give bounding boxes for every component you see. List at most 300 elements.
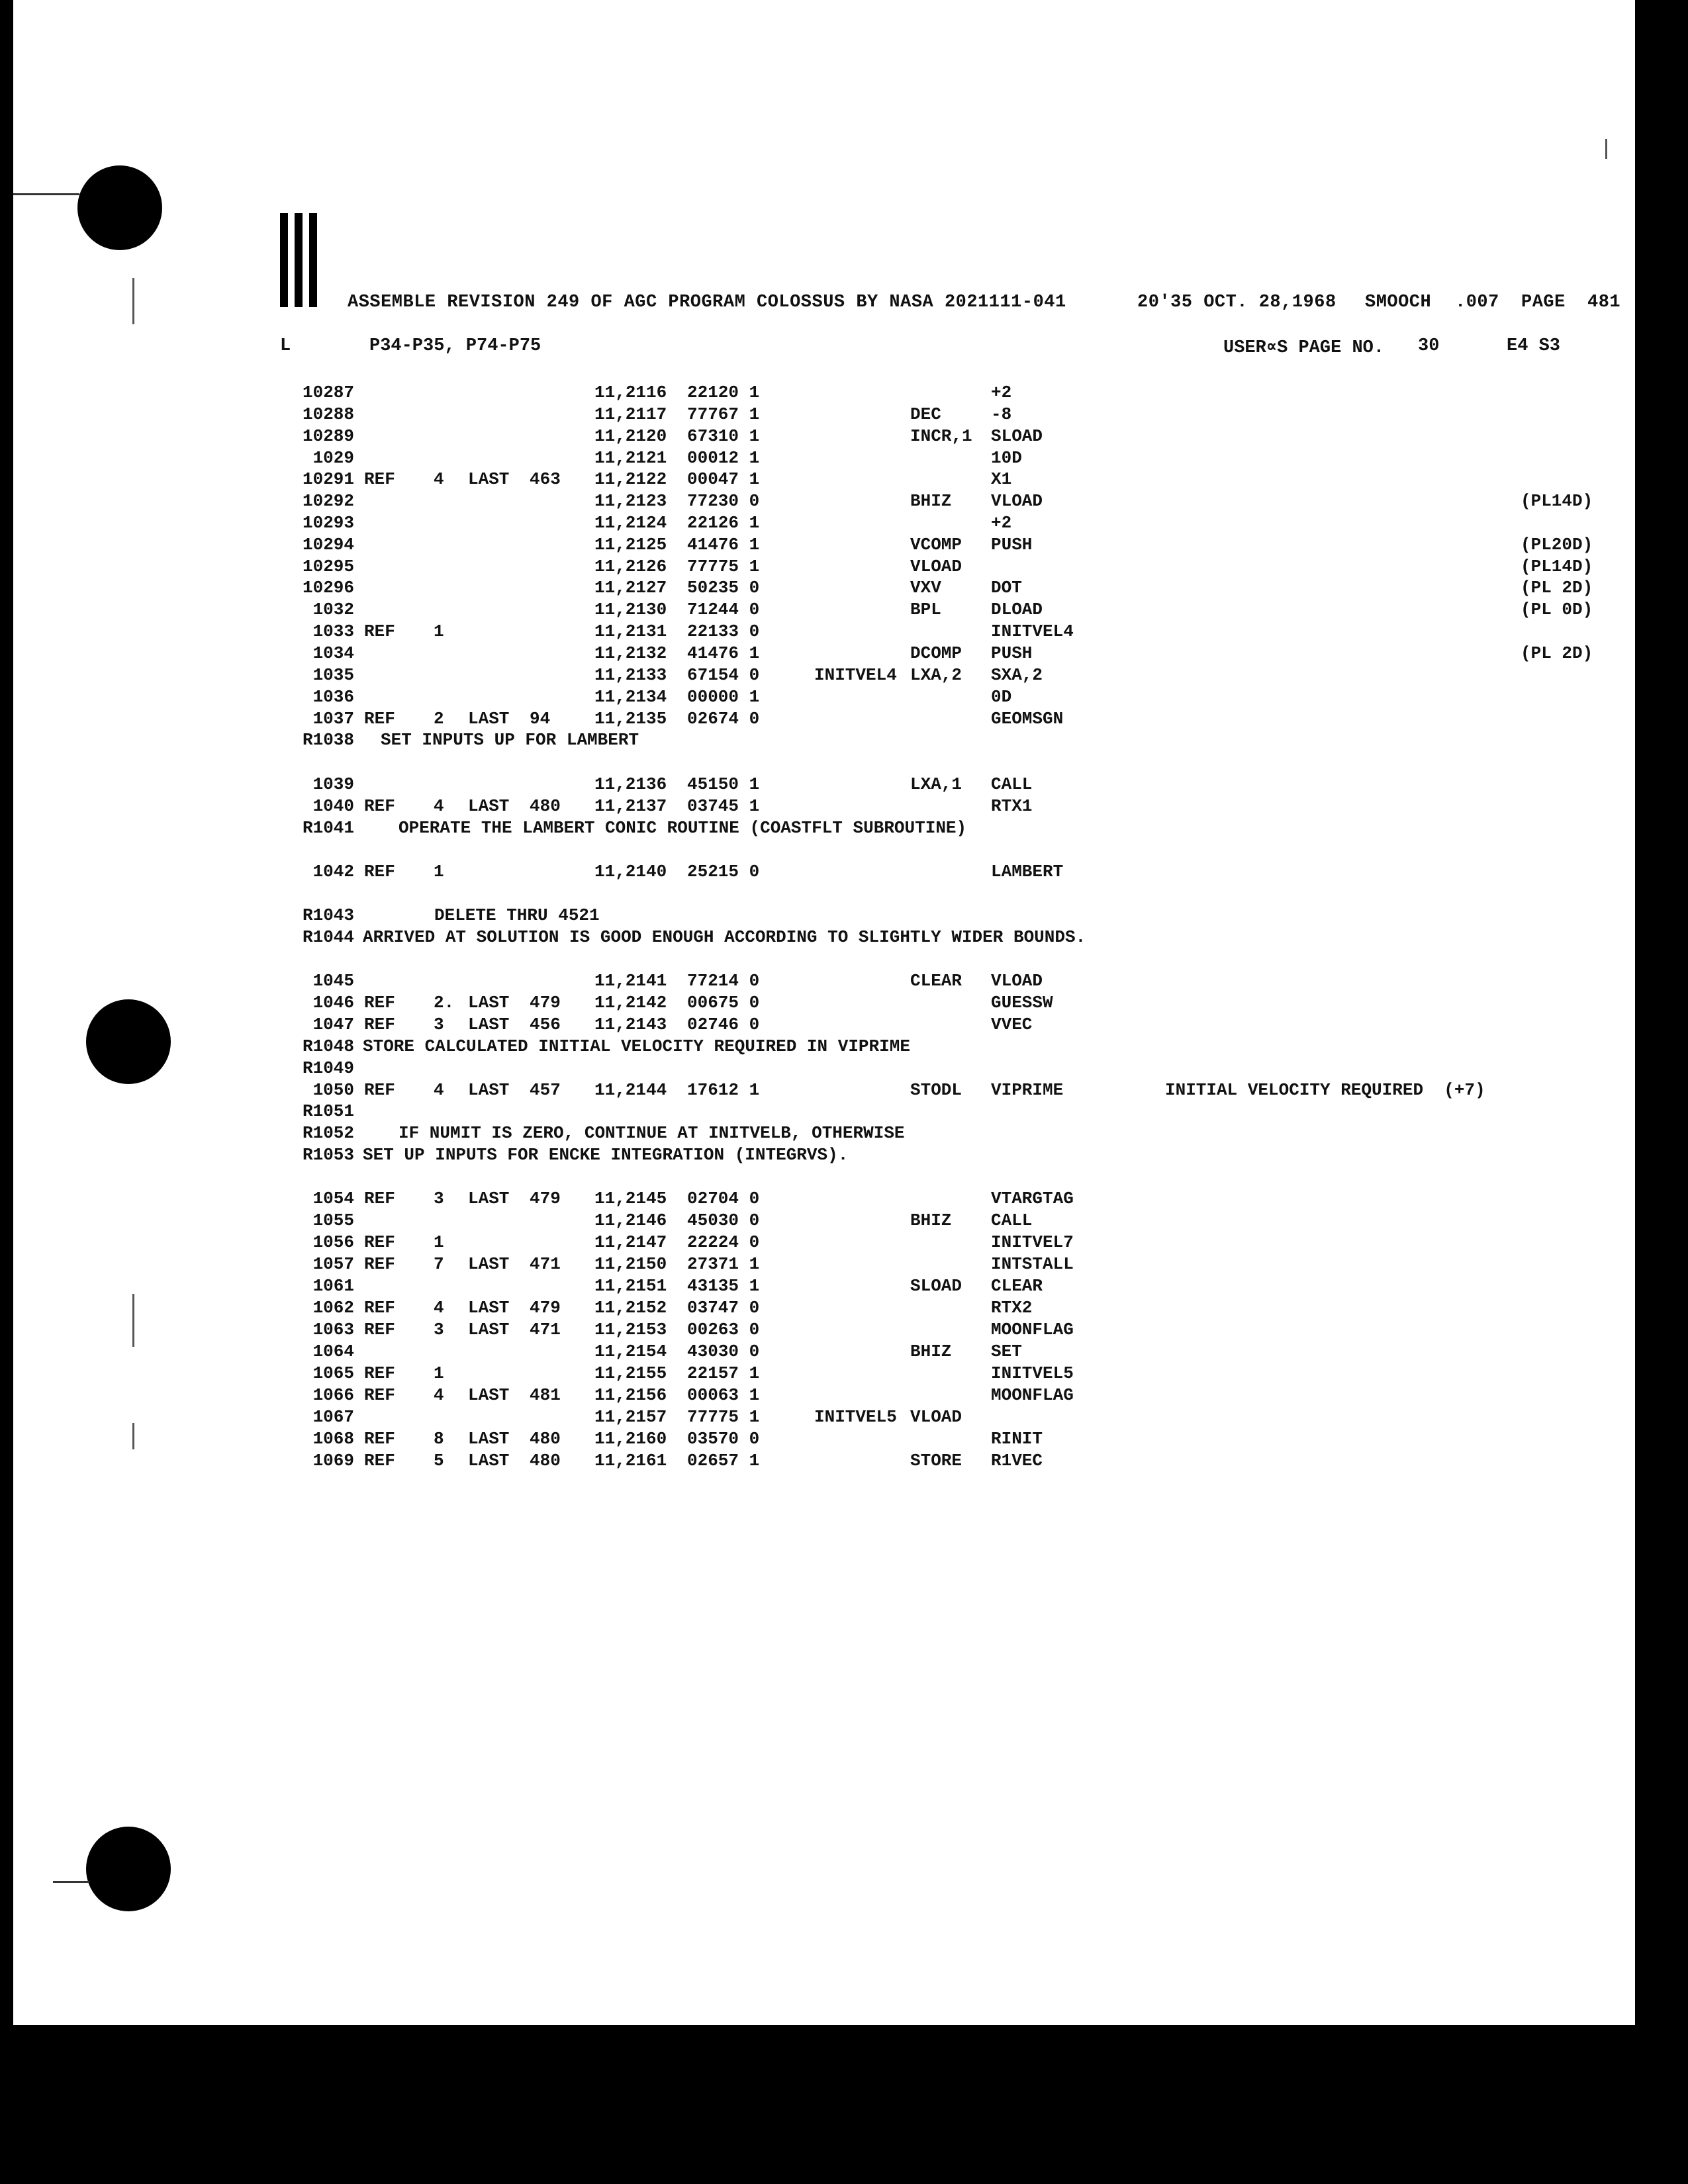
operand: 0D: [991, 687, 1012, 707]
listing-row: [0, 448, 1628, 471]
octal-code: 22126 1: [687, 513, 760, 533]
ref-count: 2: [434, 709, 444, 729]
last-page: 479: [530, 1189, 561, 1208]
listing-row: [0, 1342, 1628, 1364]
listing-row: [0, 1232, 1628, 1255]
ref-count: 1: [434, 862, 444, 882]
line-number: 1042: [312, 862, 354, 882]
operand: INTSTALL: [991, 1254, 1074, 1274]
operand: INITVEL7: [991, 1232, 1074, 1252]
opcode: VXV: [910, 578, 941, 598]
listing-row: [0, 1451, 1628, 1473]
listing-row: [0, 665, 1628, 688]
operand: X1: [991, 469, 1012, 489]
operand: VLOAD: [991, 491, 1043, 511]
hole-edge-line: [13, 193, 79, 195]
octal-code: 45030 0: [687, 1210, 760, 1230]
binder-hole-bottom: [86, 1827, 171, 1911]
ref-count: 4: [434, 1080, 444, 1100]
line-number: 1067: [312, 1407, 354, 1427]
ref-count: 8: [434, 1429, 444, 1449]
listing-row: [0, 862, 1628, 884]
ref-count: 4: [434, 1298, 444, 1318]
address: 11,2117: [594, 404, 667, 424]
ref-count: 7: [434, 1254, 444, 1274]
last-label: LAST: [468, 1015, 510, 1034]
listing-row: [0, 621, 1628, 644]
symbol-label: INITVEL5: [814, 1407, 897, 1427]
comment: INITIAL VELOCITY REQUIRED (+7): [1165, 1080, 1485, 1100]
operand: -8: [991, 404, 1012, 424]
opcode: VLOAD: [910, 1407, 962, 1427]
octal-code: 02674 0: [687, 709, 760, 729]
address: 11,2124: [594, 513, 667, 533]
ref: REF: [364, 709, 395, 729]
remark-text: SET UP INPUTS FOR ENCKE INTEGRATION (INTEGRVS).: [363, 1145, 849, 1165]
ref-count: 4: [434, 1385, 444, 1405]
line-number: R1048: [302, 1036, 354, 1056]
line-number: R1051: [302, 1101, 354, 1121]
margin-mark: [132, 278, 134, 324]
listing-row: [0, 600, 1628, 622]
line-number: 1064: [312, 1342, 354, 1361]
last-page: 456: [530, 1015, 561, 1034]
line-number: 1062: [312, 1298, 354, 1318]
octal-code: 41476 1: [687, 643, 760, 663]
symbol-label: INITVEL4: [814, 665, 897, 685]
last-page: 479: [530, 993, 561, 1013]
operand: RINIT: [991, 1429, 1043, 1449]
remark-text: ARRIVED AT SOLUTION IS GOOD ENOUGH ACCORDING TO SLIGHTLY WIDER BOUNDS.: [363, 927, 1086, 947]
remark-text: DELETE THRU 4521: [434, 905, 600, 925]
remark-row: [0, 1145, 1628, 1167]
line-number: 10295: [302, 557, 354, 576]
last-label: LAST: [468, 469, 510, 489]
line-number: 10287: [302, 383, 354, 402]
remark-row: [0, 1058, 1628, 1081]
address: 11,2122: [594, 469, 667, 489]
ref-count: 3: [434, 1189, 444, 1208]
address: 11,2152: [594, 1298, 667, 1318]
remark-row: [0, 730, 1628, 752]
ref: REF: [364, 1363, 395, 1383]
comment: (PL14D): [1521, 557, 1593, 576]
opcode: SLOAD: [910, 1276, 962, 1296]
ref: REF: [364, 1254, 395, 1274]
address: 11,2153: [594, 1320, 667, 1340]
operand: VLOAD: [991, 971, 1043, 991]
operand: MOONFLAG: [991, 1385, 1074, 1405]
line-number: 10289: [302, 426, 354, 446]
ref-count: 5: [434, 1451, 444, 1471]
octal-code: 41476 1: [687, 535, 760, 555]
opcode: BPL: [910, 600, 941, 619]
ref: REF: [364, 621, 395, 641]
line-number: 1039: [312, 774, 354, 794]
hole-edge-line: [53, 1881, 89, 1883]
address: 11,2134: [594, 687, 667, 707]
octal-code: 00012 1: [687, 448, 760, 468]
octal-code: 25215 0: [687, 862, 760, 882]
line-number: 1036: [312, 687, 354, 707]
address: 11,2126: [594, 557, 667, 576]
opcode: VLOAD: [910, 557, 962, 576]
listing-row: [0, 1254, 1628, 1277]
address: 11,2155: [594, 1363, 667, 1383]
operand: VIPRIME: [991, 1080, 1064, 1100]
address: 11,2140: [594, 862, 667, 882]
line-number: 1029: [312, 448, 354, 468]
octal-code: 02657 1: [687, 1451, 760, 1471]
last-page: 480: [530, 796, 561, 816]
ref: REF: [364, 796, 395, 816]
octal-code: 03747 0: [687, 1298, 760, 1318]
opcode: INCR,1: [910, 426, 972, 446]
line-number: 1046: [312, 993, 354, 1013]
section-name: P34-P35, P74-P75: [369, 336, 541, 356]
ref: REF: [364, 1429, 395, 1449]
last-page: 463: [530, 469, 561, 489]
listing-flag: L: [280, 336, 291, 356]
operand: SLOAD: [991, 426, 1043, 446]
line-number: 1066: [312, 1385, 354, 1405]
ref-count: 2.: [434, 993, 455, 1013]
address: 11,2150: [594, 1254, 667, 1274]
scan-border-bottom: [0, 2025, 1688, 2184]
address: 11,2136: [594, 774, 667, 794]
line-number: 1054: [312, 1189, 354, 1208]
address: 11,2123: [594, 491, 667, 511]
address: 11,2147: [594, 1232, 667, 1252]
octal-code: 45150 1: [687, 774, 760, 794]
octal-code: 17612 1: [687, 1080, 760, 1100]
opcode: CLEAR: [910, 971, 962, 991]
last-page: 457: [530, 1080, 561, 1100]
binder-hole-top: [77, 165, 162, 250]
line-number: 1055: [312, 1210, 354, 1230]
header-time: 20'35 OCT. 28,1968: [1137, 293, 1336, 312]
listing-row: [0, 513, 1628, 535]
operand: MOONFLAG: [991, 1320, 1074, 1340]
listing-row: [0, 404, 1628, 427]
scan-border-right: [1635, 0, 1688, 2025]
listing-row: [0, 469, 1628, 492]
line-number: 1047: [312, 1015, 354, 1034]
listing-row: [0, 709, 1628, 731]
comment: (PL14D): [1521, 491, 1593, 511]
line-number: 10291: [302, 469, 354, 489]
line-number: R1053: [302, 1145, 354, 1165]
ref-count: 1: [434, 1232, 444, 1252]
octal-code: 43135 1: [687, 1276, 760, 1296]
address: 11,2131: [594, 621, 667, 641]
listing-row: [0, 1189, 1628, 1211]
address: 11,2133: [594, 665, 667, 685]
octal-code: 43030 0: [687, 1342, 760, 1361]
opcode: DEC: [910, 404, 941, 424]
address: 11,2130: [594, 600, 667, 619]
operand: CALL: [991, 1210, 1033, 1230]
operand: 10D: [991, 448, 1022, 468]
comment: (PL 2D): [1521, 643, 1593, 663]
opcode: BHIZ: [910, 1342, 952, 1361]
operand: SXA,2: [991, 665, 1043, 685]
ref: REF: [364, 1451, 395, 1471]
ref: REF: [364, 993, 395, 1013]
header-page-number: 481: [1587, 293, 1621, 312]
last-label: LAST: [468, 1385, 510, 1405]
address: 11,2157: [594, 1407, 667, 1427]
last-page: 480: [530, 1451, 561, 1471]
octal-code: 50235 0: [687, 578, 760, 598]
last-label: LAST: [468, 796, 510, 816]
line-number: R1044: [302, 927, 354, 947]
ref-count: 1: [434, 621, 444, 641]
ref: REF: [364, 1385, 395, 1405]
octal-code: 03570 0: [687, 1429, 760, 1449]
line-number: R1043: [302, 905, 354, 925]
last-label: LAST: [468, 1080, 510, 1100]
octal-code: 03745 1: [687, 796, 760, 816]
octal-code: 00000 1: [687, 687, 760, 707]
octal-code: 00675 0: [687, 993, 760, 1013]
octal-code: 77214 0: [687, 971, 760, 991]
opcode: VCOMP: [910, 535, 962, 555]
listing-row: [0, 1210, 1628, 1233]
line-number: 1056: [312, 1232, 354, 1252]
opcode: STODL: [910, 1080, 962, 1100]
listing-row: [0, 1320, 1628, 1342]
operand: RTX1: [991, 796, 1033, 816]
last-page: 94: [530, 709, 551, 729]
listing-row: [0, 774, 1628, 797]
octal-code: 22224 0: [687, 1232, 760, 1252]
ref: REF: [364, 862, 395, 882]
operand: CALL: [991, 774, 1033, 794]
opcode: DCOMP: [910, 643, 962, 663]
line-number: R1052: [302, 1123, 354, 1143]
address: 11,2151: [594, 1276, 667, 1296]
opcode: BHIZ: [910, 1210, 952, 1230]
octal-code: 77775 1: [687, 557, 760, 576]
address: 11,2137: [594, 796, 667, 816]
header-page-label: PAGE: [1521, 293, 1566, 312]
ref: REF: [364, 1189, 395, 1208]
listing-row: [0, 643, 1628, 666]
octal-code: 27371 1: [687, 1254, 760, 1274]
opcode: LXA,2: [910, 665, 962, 685]
listing-row: [0, 971, 1628, 993]
listing-row: [0, 1080, 1628, 1103]
address: 11,2141: [594, 971, 667, 991]
operand: SET: [991, 1342, 1022, 1361]
line-number: 1034: [312, 643, 354, 663]
last-page: 479: [530, 1298, 561, 1318]
remark-row: [0, 1123, 1628, 1146]
operand: VTARGTAG: [991, 1189, 1074, 1208]
last-label: LAST: [468, 1320, 510, 1340]
last-label: LAST: [468, 1298, 510, 1318]
last-label: LAST: [468, 709, 510, 729]
octal-code: 02704 0: [687, 1189, 760, 1208]
address: 11,2144: [594, 1080, 667, 1100]
user-page-number: 30: [1418, 336, 1440, 356]
operand: LAMBERT: [991, 862, 1064, 882]
line-number: 10292: [302, 491, 354, 511]
opcode: BHIZ: [910, 491, 952, 511]
octal-code: 22133 0: [687, 621, 760, 641]
last-label: LAST: [468, 993, 510, 1013]
opcode: STORE: [910, 1451, 962, 1471]
line-number: 1063: [312, 1320, 354, 1340]
comment: (PL20D): [1521, 535, 1593, 555]
operand: PUSH: [991, 643, 1033, 663]
address: 11,2160: [594, 1429, 667, 1449]
listing-row: [0, 535, 1628, 557]
tape-id: E4 S3: [1507, 336, 1561, 356]
octal-code: 00263 0: [687, 1320, 760, 1340]
binder-marks: [280, 213, 325, 307]
line-number: 1040: [312, 796, 354, 816]
octal-code: 77775 1: [687, 1407, 760, 1427]
last-label: LAST: [468, 1189, 510, 1208]
comment: (PL 2D): [1521, 578, 1593, 598]
octal-code: 67310 1: [687, 426, 760, 446]
listing-row: [0, 578, 1628, 600]
operand: RTX2: [991, 1298, 1033, 1318]
remark-row: [0, 1101, 1628, 1124]
last-page: 471: [530, 1320, 561, 1340]
octal-code: 00063 1: [687, 1385, 760, 1405]
address: 11,2142: [594, 993, 667, 1013]
operand: CLEAR: [991, 1276, 1043, 1296]
operand: R1VEC: [991, 1451, 1043, 1471]
remark-text: IF NUMIT IS ZERO, CONTINUE AT INITVELB, OTHERWISE: [399, 1123, 905, 1143]
last-page: 480: [530, 1429, 561, 1449]
ref-count: 3: [434, 1320, 444, 1340]
operand: DOT: [991, 578, 1022, 598]
line-number: R1049: [302, 1058, 354, 1078]
address: 11,2116: [594, 383, 667, 402]
line-number: 10293: [302, 513, 354, 533]
line-number: 1035: [312, 665, 354, 685]
listing-row: [0, 383, 1628, 405]
listing-row: [0, 491, 1628, 514]
last-page: 481: [530, 1385, 561, 1405]
ref-count: 1: [434, 1363, 444, 1383]
octal-code: 67154 0: [687, 665, 760, 685]
address: 11,2121: [594, 448, 667, 468]
header-user: SMOOCH: [1365, 293, 1432, 312]
operand: INITVEL4: [991, 621, 1074, 641]
remark-text: OPERATE THE LAMBERT CONIC ROUTINE (COASTFLT SUBROUTINE): [399, 818, 967, 838]
listing-row: [0, 796, 1628, 819]
address: 11,2132: [594, 643, 667, 663]
line-number: 1069: [312, 1451, 354, 1471]
remark-row: [0, 905, 1628, 928]
line-number: 10296: [302, 578, 354, 598]
line-number: 10294: [302, 535, 354, 555]
last-page: 471: [530, 1254, 561, 1274]
listing-row: [0, 993, 1628, 1015]
address: 11,2161: [594, 1451, 667, 1471]
remark-row: [0, 1036, 1628, 1059]
octal-code: 02746 0: [687, 1015, 760, 1034]
ref: REF: [364, 1320, 395, 1340]
header-title: ASSEMBLE REVISION 249 OF AGC PROGRAM COLOSSUS BY NASA 2021111-041: [348, 293, 1066, 312]
operand: INITVEL5: [991, 1363, 1074, 1383]
listing-row: [0, 1276, 1628, 1298]
header-code: .007: [1455, 293, 1499, 312]
address: 11,2143: [594, 1015, 667, 1034]
listing-row: [0, 426, 1628, 449]
operand: +2: [991, 383, 1012, 402]
remark-row: [0, 927, 1628, 950]
last-label: LAST: [468, 1429, 510, 1449]
address: 11,2156: [594, 1385, 667, 1405]
operand: GEOMSGN: [991, 709, 1064, 729]
line-number: R1038: [302, 730, 354, 750]
octal-code: 77767 1: [687, 404, 760, 424]
octal-code: 00047 1: [687, 469, 760, 489]
address: 11,2127: [594, 578, 667, 598]
line-number: 1032: [312, 600, 354, 619]
listing-row: [0, 1429, 1628, 1451]
remark-text: SET INPUTS UP FOR LAMBERT: [381, 730, 639, 750]
listing-row: [0, 1015, 1628, 1037]
ref-count: 4: [434, 469, 444, 489]
octal-code: 77230 0: [687, 491, 760, 511]
comment: (PL 0D): [1521, 600, 1593, 619]
opcode: LXA,1: [910, 774, 962, 794]
address: 11,2125: [594, 535, 667, 555]
ref: REF: [364, 469, 395, 489]
line-number: 1057: [312, 1254, 354, 1274]
user-page-label: USER∝S PAGE NO.: [1223, 338, 1385, 358]
operand: +2: [991, 513, 1012, 533]
line-number: 1068: [312, 1429, 354, 1449]
last-label: LAST: [468, 1254, 510, 1274]
line-number: 1050: [312, 1080, 354, 1100]
address: 11,2120: [594, 426, 667, 446]
address: 11,2146: [594, 1210, 667, 1230]
ref: REF: [364, 1298, 395, 1318]
listing-row: [0, 1407, 1628, 1430]
last-label: LAST: [468, 1451, 510, 1471]
address: 11,2154: [594, 1342, 667, 1361]
remark-text: STORE CALCULATED INITIAL VELOCITY REQUIRED IN VIPRIME: [363, 1036, 910, 1056]
line-number: 1045: [312, 971, 354, 991]
remark-row: [0, 818, 1628, 841]
ref: REF: [364, 1015, 395, 1034]
line-number: 1037: [312, 709, 354, 729]
line-number: 1061: [312, 1276, 354, 1296]
operand: DLOAD: [991, 600, 1043, 619]
line-number: 1065: [312, 1363, 354, 1383]
operand: VVEC: [991, 1015, 1033, 1034]
octal-code: 22157 1: [687, 1363, 760, 1383]
ref-count: 4: [434, 796, 444, 816]
address: 11,2135: [594, 709, 667, 729]
ref: REF: [364, 1080, 395, 1100]
octal-code: 71244 0: [687, 600, 760, 619]
listing-row: [0, 687, 1628, 709]
line-number: R1041: [302, 818, 354, 838]
listing-row: [0, 1363, 1628, 1386]
listing-row: [0, 557, 1628, 579]
octal-code: 22120 1: [687, 383, 760, 402]
listing-row: [0, 1385, 1628, 1408]
